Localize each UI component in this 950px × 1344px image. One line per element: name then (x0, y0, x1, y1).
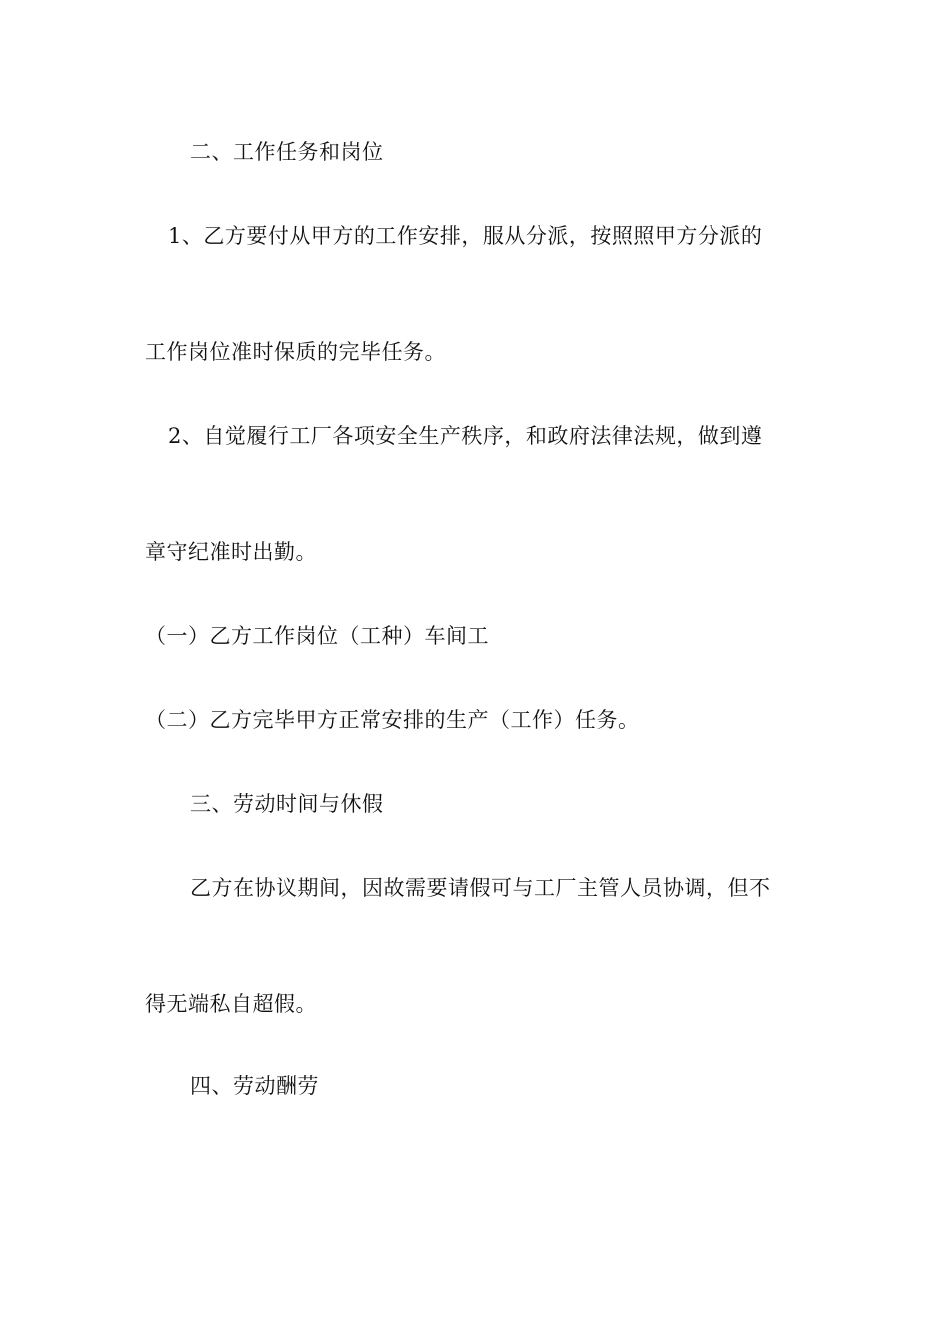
clause-1-line-2: 工作岗位准时保质的完毕任务。 (145, 340, 446, 364)
clause-2-line-2: 章守纪准时出勤。 (145, 540, 317, 564)
section-heading-remuneration: 四、劳动酬劳 (190, 1074, 319, 1098)
clause-1-line-1: 1、乙方要付从甲方的工作安排，服从分派，按照照甲方分派的 (168, 224, 763, 248)
item-2-production-task: （二）乙方完毕甲方正常安排的生产（工作）任务。 (145, 708, 640, 732)
section-heading-work-tasks: 二、工作任务和岗位 (190, 140, 384, 164)
clause-2-line-1: 2、自觉履行工厂各项安全生产秩序，和政府法律法规，做到遵 (168, 424, 763, 448)
leave-clause-line-2: 得无端私自超假。 (145, 992, 317, 1016)
item-1-job-position: （一）乙方工作岗位（工种）车间工 (145, 624, 489, 648)
leave-clause-line-1: 乙方在协议期间，因故需要请假可与工厂主管人员协调，但不 (190, 876, 771, 900)
section-heading-working-hours: 三、劳动时间与休假 (190, 792, 384, 816)
